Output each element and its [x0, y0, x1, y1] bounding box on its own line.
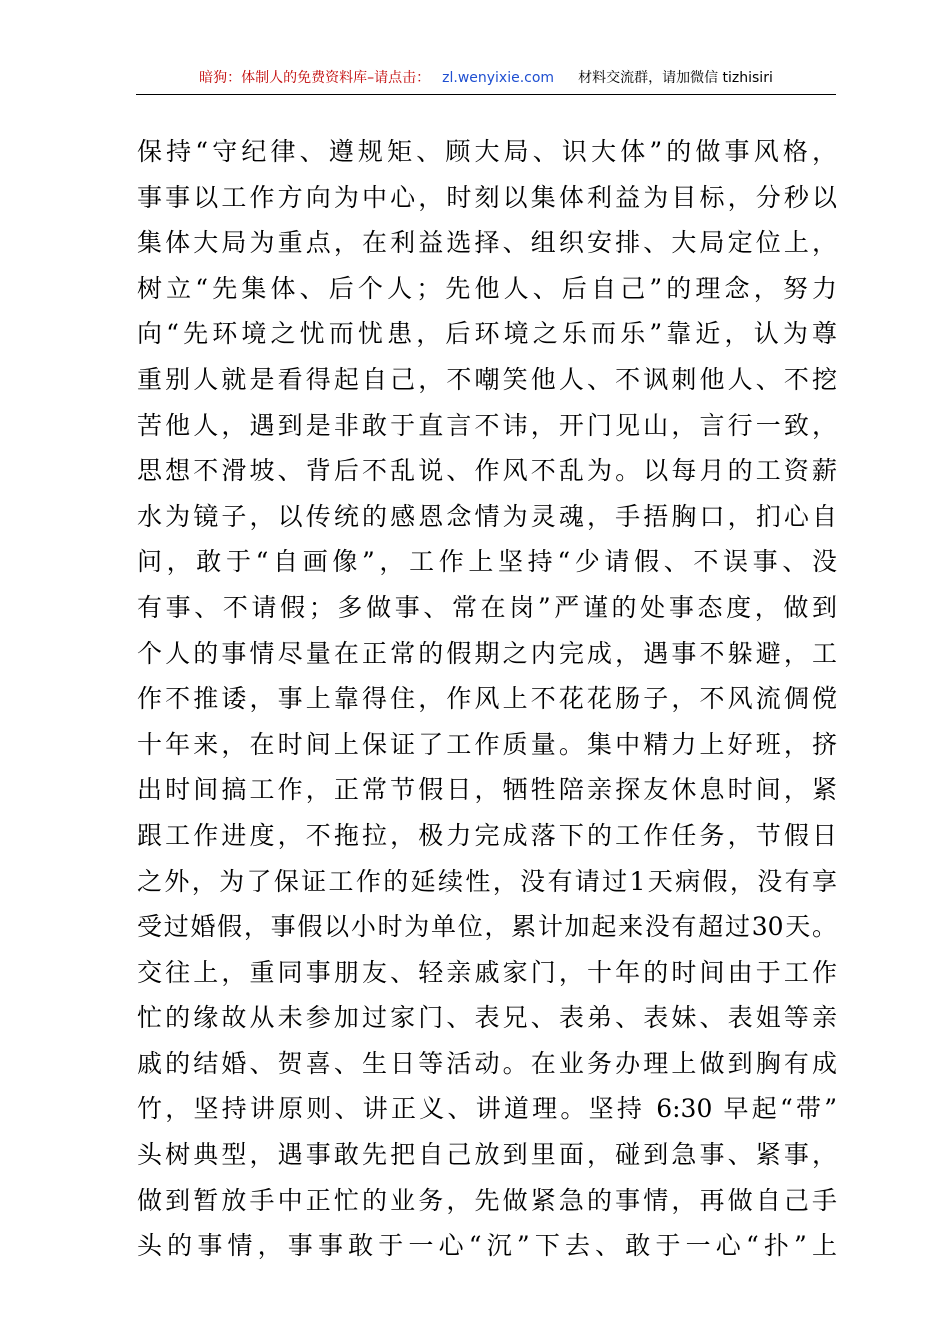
header-brand: 暗狗：体制人的免费资料库 — [199, 70, 368, 86]
text-line: 跟工作进度，不拖拉，极力完成落下的工作任务，节假日 — [137, 820, 837, 850]
text-line: 作不推诿，事上靠得住，作风上不花花肠子，不风流倜傥 — [137, 684, 837, 714]
text-line: 竹，坚持讲原则、讲正义、讲道理。坚持 6:30 早起“带” — [137, 1094, 837, 1124]
text-line: 出时间搞工作，正常节假日，牺牲陪亲探友休息时间，紧 — [137, 775, 837, 805]
text-line: 交往上，重同事朋友、轻亲戚家门，十年的时间由于工作 — [137, 957, 837, 987]
text-line: 树立“先集体、后个人；先他人、后自己”的理念，努力 — [137, 273, 837, 303]
text-line: 戚的结婚、贺喜、生日等活动。在业务办理上做到胸有成 — [137, 1048, 837, 1078]
text-line: 苦他人，遇到是非敢于直言不讳，开门见山，言行一致， — [137, 410, 837, 440]
text-line: 个人的事情尽量在正常的假期之内完成，遇事不躲避，工 — [137, 638, 837, 668]
header-url-link[interactable]: zl.wenyixie.com — [442, 70, 555, 86]
text-line: 向“先环境之忧而忧患，后环境之乐而乐”靠近，认为尊 — [137, 319, 837, 349]
text-line: 头树典型，遇事敢先把自己放到里面，碰到急事、紧事， — [137, 1140, 837, 1170]
document-body — [137, 129, 837, 1269]
text-line: 事事以工作方向为中心，时刻以集体利益为目标，分秒以 — [137, 182, 837, 212]
text-line: 水为镜子，以传统的感恩念情为灵魂，手捂胸口，扪心自 — [137, 501, 837, 531]
text-line: 之外，为了保证工作的延续性，没有请过1天病假，没有享 — [137, 866, 837, 896]
text-line: 集体大局为重点，在利益选择、组织安排、大局定位上， — [137, 228, 837, 258]
text-line: 头的事情，事事敢于一心“沉”下去、敢于一心“扑”上 — [137, 1231, 837, 1261]
text-line: 忙的缘故从未参加过家门、表兄、表弟、表妹、表姐等亲 — [137, 1003, 837, 1033]
header-note: 材料交流群，请加微信 tizhisiri — [578, 70, 773, 86]
page-header — [136, 68, 836, 95]
text-line: 思想不滑坡、背后不乱说、作风不乱为。以每月的工资薪 — [137, 456, 837, 486]
text-line: 问，敢于“自画像”，工作上坚持“少请假、不误事、没 — [137, 547, 837, 577]
text-line: 做到暂放手中正忙的业务，先做紧急的事情，再做自己手 — [137, 1185, 837, 1215]
text-line: 重别人就是看得起自己，不嘲笑他人、不讽刺他人、不挖 — [137, 364, 837, 394]
text-line: 十年来，在时间上保证了工作质量。集中精力上好班，挤 — [137, 729, 837, 759]
text-line: 有事、不请假；多做事、常在岗”严谨的处事态度，做到 — [137, 592, 837, 622]
text-line: 受过婚假，事假以小时为单位，累计加起来没有超过30天。 — [137, 912, 837, 942]
header-prompt: –请点击： — [367, 70, 431, 86]
text-line: 保持“守纪律、遵规矩、顾大局、识大体”的做事风格， — [137, 137, 837, 166]
